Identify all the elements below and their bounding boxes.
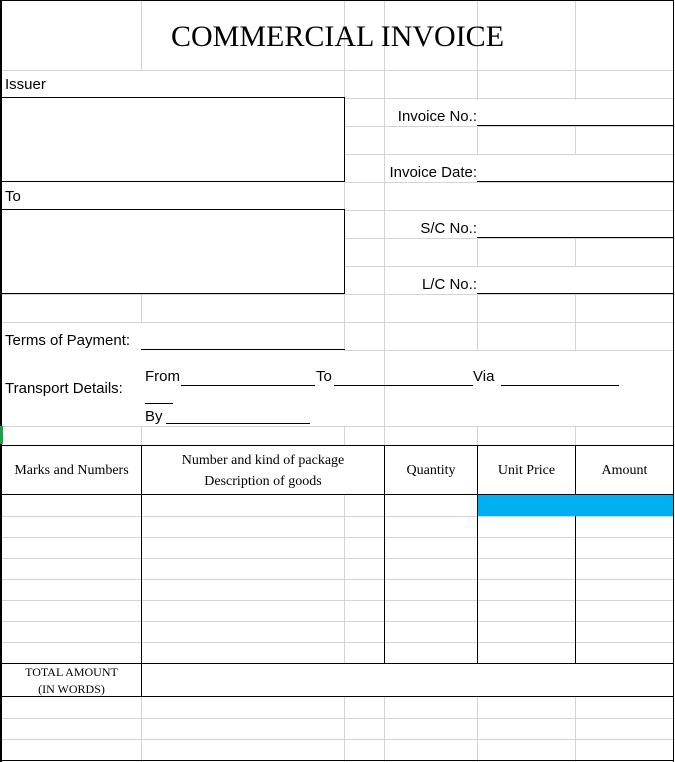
invoice-no-line xyxy=(477,125,674,126)
gridline xyxy=(0,579,675,580)
transport-to-label: To xyxy=(316,368,332,385)
gridline xyxy=(0,642,675,643)
gridline xyxy=(0,558,675,559)
gridline xyxy=(0,537,675,538)
gridline xyxy=(344,697,345,762)
total-bottom xyxy=(0,696,674,697)
lc-no-label: L/C No.: xyxy=(421,276,477,293)
gridline xyxy=(477,70,478,100)
invoice-no-label: Invoice No.: xyxy=(397,108,477,125)
gridline xyxy=(344,426,345,446)
gridline xyxy=(0,426,675,427)
total-amount-words-field[interactable] xyxy=(142,664,673,696)
terms-line xyxy=(141,349,345,350)
gridline xyxy=(0,70,675,71)
table-header-top xyxy=(0,445,674,446)
gridline xyxy=(477,238,478,266)
gridline xyxy=(344,266,675,267)
selected-cell[interactable] xyxy=(478,495,673,516)
gridline xyxy=(344,495,345,665)
gridline xyxy=(344,238,675,239)
col-header-desc-line2: Description of goods xyxy=(204,474,322,489)
gridline xyxy=(0,718,675,719)
total-amount-label: TOTAL AMOUNT xyxy=(25,665,118,679)
to-label: To xyxy=(5,188,21,205)
gridline xyxy=(477,697,478,762)
to-line xyxy=(334,385,473,386)
to-box-bottom xyxy=(0,293,345,294)
issuer-box-bottom xyxy=(0,181,345,182)
gridline xyxy=(344,154,675,155)
gridline xyxy=(141,294,142,322)
gridline xyxy=(0,739,675,740)
cell-cursor-marker xyxy=(0,426,3,444)
gridline xyxy=(344,210,675,211)
border-bottom xyxy=(0,760,674,761)
invoice-date-line xyxy=(477,181,674,182)
gridline xyxy=(344,98,675,99)
gridline xyxy=(344,350,675,351)
transport-by-label: By xyxy=(145,408,163,425)
terms-of-payment-label: Terms of Payment: xyxy=(5,332,131,349)
lc-no-line xyxy=(477,293,674,294)
via-line-wrap xyxy=(145,403,173,404)
by-line xyxy=(166,423,310,424)
gridline xyxy=(344,182,675,183)
col-header-marks: Marks and Numbers xyxy=(14,463,129,478)
gridline xyxy=(575,697,576,762)
gridline xyxy=(0,516,675,517)
gridline xyxy=(575,70,576,100)
invoice-date-label: Invoice Date: xyxy=(389,164,477,181)
gridline xyxy=(0,294,675,295)
to-input-area[interactable] xyxy=(2,210,344,293)
gridline xyxy=(575,238,576,266)
col-header-quantity: Quantity xyxy=(406,463,456,478)
border-top xyxy=(0,0,674,1)
gridline xyxy=(141,426,142,446)
gridline xyxy=(0,621,675,622)
col-header-amount: Amount xyxy=(601,463,648,478)
gridline xyxy=(344,126,675,127)
sc-no-label: S/C No.: xyxy=(420,220,477,237)
gridline xyxy=(575,126,576,154)
gridline xyxy=(477,126,478,154)
gridline xyxy=(0,322,675,323)
gridline xyxy=(384,697,385,762)
gridline xyxy=(141,697,142,762)
border-right xyxy=(673,0,674,762)
gridline xyxy=(0,600,675,601)
col-header-desc-line1: Number and kind of package xyxy=(181,453,345,468)
from-line xyxy=(181,385,315,386)
transport-from-label: From xyxy=(145,368,180,385)
gridline xyxy=(477,426,478,446)
gridline xyxy=(575,426,576,446)
page-title: COMMERCIAL INVOICE xyxy=(170,20,505,53)
sc-no-line xyxy=(477,237,674,238)
via-line xyxy=(501,385,619,386)
transport-via-label: Via xyxy=(473,368,495,385)
col-header-unit-price: Unit Price xyxy=(497,463,556,478)
total-amount-sublabel: (IN WORDS) xyxy=(38,682,105,696)
issuer-label: Issuer xyxy=(5,76,46,93)
transport-details-label: Transport Details: xyxy=(5,380,123,397)
issuer-input-area[interactable] xyxy=(2,98,344,181)
